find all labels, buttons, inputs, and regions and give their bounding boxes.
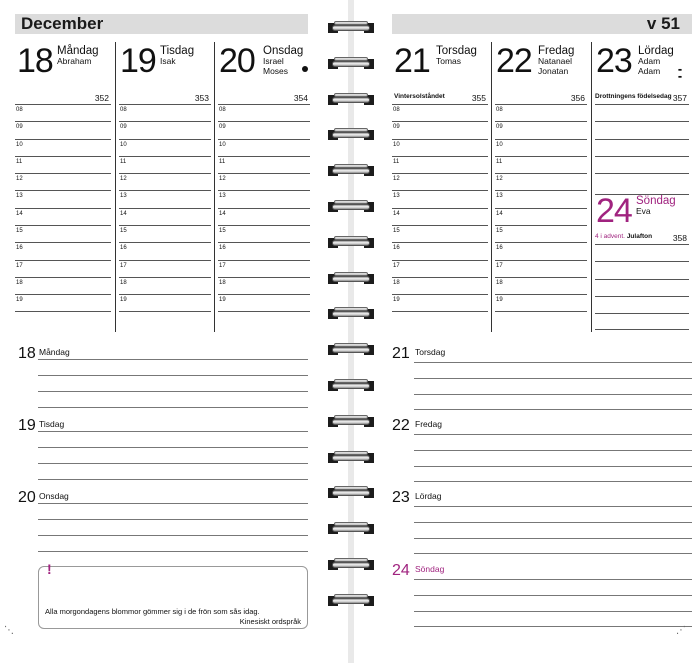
hour-row[interactable]: 18 xyxy=(119,277,211,294)
day-of-year: 356 xyxy=(570,93,585,103)
hour-row[interactable]: 15 xyxy=(218,225,310,242)
name-day: Isak xyxy=(160,56,176,66)
spiral-ring xyxy=(326,20,376,36)
note-line[interactable] xyxy=(414,595,692,596)
day-column-22 xyxy=(491,42,587,332)
hour-row[interactable]: 10 xyxy=(392,139,488,156)
note-line[interactable] xyxy=(414,579,692,580)
wire-loop xyxy=(332,61,370,67)
spiral-ring xyxy=(326,163,376,179)
note-day-number: 22 xyxy=(392,417,410,434)
hour-row[interactable]: 19 xyxy=(119,294,211,311)
note-weekday: Onsdag xyxy=(39,491,69,501)
hour-row[interactable]: 16 xyxy=(495,242,587,259)
wire-loop xyxy=(332,168,370,174)
wire-loop xyxy=(332,132,370,138)
corner-dots-icon: ⋱ xyxy=(4,625,15,636)
wire-loop xyxy=(332,97,370,103)
day-of-year: 352 xyxy=(94,93,109,103)
moon-phase-icon xyxy=(302,66,308,72)
note-line[interactable] xyxy=(414,626,692,627)
day-of-year: 354 xyxy=(293,93,308,103)
note-line[interactable] xyxy=(38,375,308,376)
day-column-18 xyxy=(15,42,111,332)
note-weekday: Måndag xyxy=(39,347,70,357)
hour-row[interactable]: 14 xyxy=(119,208,211,225)
hour-row[interactable]: 16 xyxy=(15,242,111,259)
hour-row[interactable]: 12 xyxy=(119,173,211,190)
day-number: 21 xyxy=(394,42,430,80)
name-day: Tomas xyxy=(436,56,462,66)
hour-row[interactable]: 11 xyxy=(495,156,587,173)
hour-row[interactable]: 13 xyxy=(495,190,587,207)
wire-loop xyxy=(332,526,370,532)
spiral-ring xyxy=(326,593,376,609)
day-number: 20 xyxy=(219,42,255,80)
hour-row[interactable]: 11 xyxy=(15,156,111,173)
note-weekday: Fredag xyxy=(415,419,442,429)
wire-loop xyxy=(334,93,368,97)
weekday-name: Lördag xyxy=(638,45,674,57)
day-header xyxy=(219,42,314,92)
flag-icon: ▪▪ ▪▪ xyxy=(678,67,681,81)
day-header xyxy=(17,42,113,92)
name-day: Israel xyxy=(263,56,284,66)
hour-rows xyxy=(15,104,111,312)
name-day: Eva xyxy=(636,206,651,216)
hour-row[interactable]: 13 xyxy=(218,190,310,207)
hour-row[interactable]: 10 xyxy=(218,139,310,156)
note-line[interactable] xyxy=(38,463,308,464)
hour-row[interactable]: 15 xyxy=(15,225,111,242)
note-line[interactable] xyxy=(38,391,308,392)
hour-row[interactable] xyxy=(595,104,689,121)
day-column-19 xyxy=(115,42,211,332)
sunday-event: 4 i advent. Julafton xyxy=(595,233,653,240)
hour-row[interactable]: 09 xyxy=(495,121,587,138)
note-line[interactable] xyxy=(414,553,692,554)
note-weekday: Söndag xyxy=(415,564,445,574)
hour-row[interactable] xyxy=(595,156,689,173)
hour-row[interactable]: 10 xyxy=(15,139,111,156)
wire-loop xyxy=(332,276,370,282)
note-line[interactable] xyxy=(414,409,692,410)
hour-row[interactable]: 13 xyxy=(119,190,211,207)
hour-row[interactable]: 09 xyxy=(119,121,211,138)
hour-row[interactable]: 14 xyxy=(218,208,310,225)
spiral-ring xyxy=(326,92,376,108)
note-day-number: 24 xyxy=(392,562,410,579)
note-line[interactable] xyxy=(414,394,692,395)
left-page xyxy=(0,0,318,663)
hour-row[interactable]: 09 xyxy=(218,121,310,138)
note-day-number: 20 xyxy=(18,489,36,506)
right-page xyxy=(384,0,700,663)
hour-row[interactable]: 12 xyxy=(15,173,111,190)
hour-row[interactable]: 17 xyxy=(119,260,211,277)
hour-row[interactable]: 18 xyxy=(218,277,310,294)
note-day-number: 19 xyxy=(18,417,36,434)
wire-loop xyxy=(332,311,370,317)
month-title: December xyxy=(21,14,104,33)
hour-row[interactable] xyxy=(595,296,689,313)
day-of-year: 353 xyxy=(194,93,209,103)
note-line[interactable] xyxy=(414,378,692,379)
note-line[interactable] xyxy=(414,450,692,451)
note-line[interactable] xyxy=(38,479,308,480)
note-line[interactable] xyxy=(414,506,692,507)
hour-row[interactable]: 15 xyxy=(495,225,587,242)
month-banner xyxy=(15,14,308,34)
day-header xyxy=(596,42,693,92)
day-column-23 xyxy=(591,42,689,332)
quote-source: Kinesiskt ordspråk xyxy=(239,617,301,626)
day-event: Drottningens födelsedag xyxy=(595,93,672,100)
hour-rows xyxy=(392,104,488,312)
spiral-binding xyxy=(318,0,384,663)
spiral-ring xyxy=(326,485,376,501)
hour-row[interactable]: 18 xyxy=(392,277,488,294)
hour-row[interactable]: 19 xyxy=(15,294,111,311)
day-event: Vintersolståndet xyxy=(394,93,445,100)
note-line[interactable] xyxy=(38,359,308,360)
hour-row[interactable]: 17 xyxy=(495,260,587,277)
note-day-number: 23 xyxy=(392,489,410,506)
hour-row[interactable]: 19 xyxy=(392,294,488,311)
quote-box xyxy=(38,561,308,629)
note-weekday: Torsdag xyxy=(415,347,446,357)
note-line[interactable] xyxy=(414,466,692,467)
weekday-name: Tisdag xyxy=(160,45,195,57)
note-line[interactable] xyxy=(38,447,308,448)
hour-row[interactable]: 09 xyxy=(15,121,111,138)
spiral-ring xyxy=(326,56,376,72)
corner-dots-icon: ⋰ xyxy=(676,625,687,636)
hour-row[interactable] xyxy=(595,279,689,296)
spiral-ring xyxy=(326,557,376,573)
hour-rows xyxy=(495,104,587,312)
hour-row[interactable]: 14 xyxy=(392,208,488,225)
note-line[interactable] xyxy=(414,362,692,363)
spiral-ring xyxy=(326,450,376,466)
hour-row[interactable]: 14 xyxy=(15,208,111,225)
note-line[interactable] xyxy=(414,538,692,539)
day-number: 18 xyxy=(17,42,53,80)
week-number: v 51 xyxy=(646,14,680,33)
hour-row[interactable]: 19 xyxy=(495,294,587,311)
note-line[interactable] xyxy=(414,611,692,612)
hour-row[interactable]: 11 xyxy=(392,156,488,173)
hour-rows xyxy=(119,104,211,312)
day-number: 23 xyxy=(596,42,632,80)
spiral-ring xyxy=(326,521,376,537)
wire-loop xyxy=(332,490,370,496)
spiral-ring xyxy=(326,306,376,322)
wire-loop xyxy=(332,204,370,210)
day-number: 22 xyxy=(496,42,532,80)
hour-row[interactable]: 15 xyxy=(119,225,211,242)
hour-row[interactable]: 11 xyxy=(218,156,310,173)
wire-loop xyxy=(332,562,370,568)
spiral-ring xyxy=(326,378,376,394)
note-line[interactable] xyxy=(414,481,692,482)
hour-row[interactable]: 17 xyxy=(218,260,310,277)
weekday-name: Söndag xyxy=(636,195,676,207)
day-number: 24 xyxy=(596,192,632,230)
hour-row[interactable] xyxy=(595,139,689,156)
hour-row[interactable]: 12 xyxy=(218,173,310,190)
note-line[interactable] xyxy=(38,407,308,408)
note-line[interactable] xyxy=(38,503,308,504)
weekday-name: Onsdag xyxy=(263,45,304,57)
day-header xyxy=(394,42,490,92)
week-banner xyxy=(392,14,692,34)
hour-row[interactable]: 15 xyxy=(392,225,488,242)
hour-row[interactable]: 08 xyxy=(392,104,488,121)
note-line[interactable] xyxy=(38,519,308,520)
hour-row[interactable]: 12 xyxy=(392,173,488,190)
hour-row[interactable]: 08 xyxy=(15,104,111,121)
hour-row[interactable] xyxy=(595,244,689,261)
wire-loop xyxy=(332,240,370,246)
wire-loop xyxy=(334,451,368,455)
hour-row[interactable] xyxy=(595,121,689,138)
note-day-number: 21 xyxy=(392,345,410,362)
day-of-year: 357 xyxy=(672,93,687,103)
wire-loop xyxy=(332,598,370,604)
weekday-name: Måndag xyxy=(57,45,99,57)
hour-row[interactable]: 16 xyxy=(392,242,488,259)
hour-row[interactable]: 11 xyxy=(119,156,211,173)
hour-rows xyxy=(218,104,310,312)
note-line[interactable] xyxy=(414,434,692,435)
hour-row[interactable]: 08 xyxy=(119,104,211,121)
wire-loop xyxy=(332,25,370,31)
wire-loop xyxy=(332,347,370,353)
day-of-year: 358 xyxy=(672,233,687,243)
hour-row[interactable]: 19 xyxy=(218,294,310,311)
hour-row[interactable]: 13 xyxy=(392,190,488,207)
note-line[interactable] xyxy=(38,551,308,552)
note-line[interactable] xyxy=(414,522,692,523)
note-day-number: 18 xyxy=(18,345,36,362)
hour-row[interactable]: 10 xyxy=(119,139,211,156)
hour-rows-saturday xyxy=(595,104,689,195)
name-day: Adam xyxy=(638,56,661,66)
hour-row[interactable] xyxy=(595,313,689,330)
weekday-name: Torsdag xyxy=(436,45,477,57)
spiral-ring xyxy=(326,199,376,215)
hour-row[interactable]: 17 xyxy=(392,260,488,277)
spiral-ring xyxy=(326,342,376,358)
name-day: Natanael xyxy=(538,56,573,66)
name-day: Adam xyxy=(638,66,661,76)
quote-text: Alla morgondagens blommor gömmer sig i de frön som sås idag. xyxy=(45,607,260,616)
hour-row[interactable]: 18 xyxy=(15,277,111,294)
hour-row[interactable]: 16 xyxy=(218,242,310,259)
hour-row[interactable]: 17 xyxy=(15,260,111,277)
hour-row[interactable]: 16 xyxy=(119,242,211,259)
note-weekday: Tisdag xyxy=(39,419,65,429)
wire-loop xyxy=(332,455,370,461)
name-day: Abraham xyxy=(57,56,92,66)
spiral-ring xyxy=(326,235,376,251)
day-of-year: 355 xyxy=(471,93,486,103)
hour-row[interactable]: 08 xyxy=(218,104,310,121)
name-day: Moses xyxy=(263,66,289,76)
hour-row[interactable]: 09 xyxy=(392,121,488,138)
hour-rows-sunday xyxy=(595,244,689,330)
hour-row[interactable] xyxy=(595,261,689,278)
name-day: Jonatan xyxy=(538,66,569,76)
day-header xyxy=(496,42,591,92)
note-weekday: Lördag xyxy=(415,491,442,501)
hour-row[interactable]: 13 xyxy=(15,190,111,207)
hour-row[interactable]: 12 xyxy=(495,173,587,190)
day-column-20 xyxy=(214,42,310,332)
weekday-name: Fredag xyxy=(538,45,575,57)
spiral-ring xyxy=(326,271,376,287)
note-line[interactable] xyxy=(38,535,308,536)
spiral-ring xyxy=(326,127,376,143)
exclamation-icon: ! xyxy=(47,561,52,577)
day-column-21 xyxy=(392,42,488,332)
hour-row[interactable]: 10 xyxy=(495,139,587,156)
spiral-ring xyxy=(326,414,376,430)
day-header xyxy=(120,42,215,92)
note-line[interactable] xyxy=(38,431,308,432)
wire-loop xyxy=(332,383,370,389)
hour-row[interactable]: 14 xyxy=(495,208,587,225)
hour-row[interactable]: 18 xyxy=(495,277,587,294)
day-number: 19 xyxy=(120,42,156,80)
wire-loop xyxy=(332,419,370,425)
hour-row[interactable]: 08 xyxy=(495,104,587,121)
wire-loop xyxy=(334,272,368,276)
